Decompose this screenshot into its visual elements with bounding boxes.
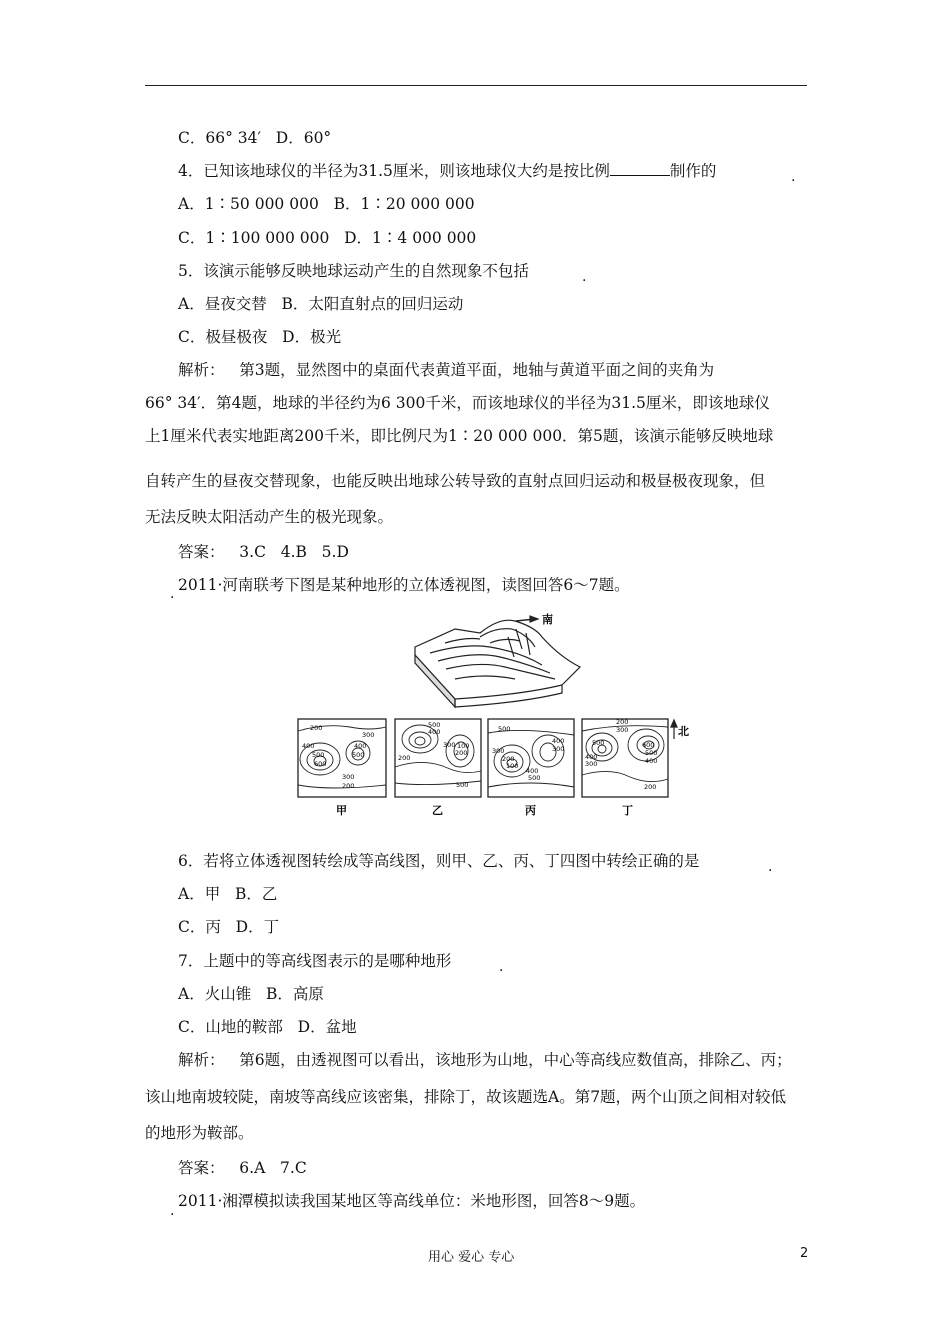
- option-line: C．极昼极夜 D．极光: [178, 328, 342, 346]
- south-label: 南: [542, 613, 553, 626]
- section-intro: 2011·河南联考下图是某种地形的立体透视图，读图回答6～7题。: [178, 576, 630, 594]
- question-text: 4．已知该地球仪的半径为31.5厘米，则该地球仪大约是按比例: [178, 162, 610, 180]
- section-intro: 2011·湘潭模拟读我国某地区等高线单位：米地形图，回答8～9题。: [178, 1192, 646, 1210]
- question-text-end: 制作的: [669, 162, 717, 180]
- answer-line: 答案： 6.A 7.C: [178, 1159, 307, 1177]
- svg-text:500: 500: [592, 739, 605, 747]
- stray-dot: .: [170, 586, 175, 602]
- question-7: 7．上题中的等高线图表示的是哪种地形: [178, 952, 452, 970]
- north-arrow: [671, 720, 677, 739]
- svg-text:400: 400: [585, 753, 598, 761]
- svg-text:500: 500: [498, 725, 511, 733]
- panel-label-yi: 乙: [432, 804, 443, 817]
- panel-label-bing: 丙: [525, 804, 536, 817]
- svg-text:600: 600: [314, 760, 327, 768]
- explanation-line: 自转产生的昼夜交替现象，也能反映出地球公转导致的直射点回归运动和极昼极夜现象，但: [145, 472, 766, 490]
- svg-text:300: 300: [443, 741, 456, 749]
- option-line: C．山地的鞍部 D．盆地: [178, 1018, 357, 1036]
- explanation-line: 该山地南坡较陡，南坡等高线应该密集，排除丁，故该题选A。第7题，两个山顶之间相对较低: [145, 1088, 787, 1106]
- svg-text:100: 100: [457, 742, 470, 750]
- option-line: A．1∶50 000 000 B．1∶20 000 000: [178, 195, 475, 213]
- stray-dot: .: [170, 1203, 175, 1219]
- stray-dot: .: [499, 959, 504, 975]
- svg-text:500: 500: [312, 751, 325, 759]
- explanation-line: 66° 34′．第4题，地球的半径约为6 300千米，而该地球仪的半径为31.5厘米，即该地球仪: [145, 394, 770, 412]
- stray-dot: .: [582, 269, 587, 285]
- svg-text:400: 400: [428, 728, 441, 736]
- svg-text:200: 200: [398, 754, 411, 762]
- svg-text:400: 400: [552, 737, 565, 745]
- svg-text:100: 100: [506, 762, 519, 770]
- stray-dot: .: [791, 169, 796, 185]
- svg-text:200: 200: [455, 749, 468, 757]
- terrain-figure: [280, 607, 700, 822]
- panel-label-ding: 丁: [622, 804, 633, 817]
- option-line: A．昼夜交替 B．太阳直射点的回归运动: [178, 295, 464, 313]
- option-line: C．1∶100 000 000 D．1∶4 000 000: [178, 229, 477, 247]
- question-6: 6．若将立体透视图转绘成等高线图，则甲、乙、丙、丁四图中转绘正确的是: [178, 852, 700, 870]
- explanation-line: 解析： 第6题，由透视图可以看出，该地形为山地，中心等高线应数值高，排除乙、丙；: [178, 1051, 792, 1069]
- panel-label-jia: 甲: [336, 804, 347, 817]
- svg-text:500: 500: [528, 774, 541, 782]
- svg-text:500: 500: [352, 751, 365, 759]
- svg-text:300: 300: [585, 760, 598, 768]
- explanation-line: 的地形为鞍部。: [145, 1124, 254, 1142]
- header-rule: [145, 85, 807, 86]
- svg-text:400: 400: [645, 757, 658, 765]
- svg-text:400: 400: [302, 742, 315, 750]
- explanation-line: 解析： 第3题，显然图中的桌面代表黄道平面，地轴与黄道平面之间的夹角为: [178, 361, 715, 379]
- question-4: [178, 160, 716, 182]
- svg-text:400: 400: [354, 742, 367, 750]
- explanation-line: 无法反映太阳活动产生的极光现象。: [145, 508, 394, 526]
- svg-text:300: 300: [552, 745, 565, 753]
- contour-labels-jia: [302, 724, 374, 790]
- stray-dot: .: [768, 859, 773, 875]
- svg-text:300: 300: [342, 773, 355, 781]
- svg-text:300: 300: [492, 747, 505, 755]
- page-number: 2: [800, 1246, 809, 1261]
- contour-labels-yi: [398, 721, 469, 789]
- option-line: C．丙 D．丁: [178, 918, 280, 936]
- svg-text:500: 500: [428, 721, 441, 729]
- explanation-line: 上1厘米代表实地距离200千米，即比例尺为1∶20 000 000．第5题，该演示能够反映地球: [145, 427, 774, 445]
- svg-text:500: 500: [456, 781, 469, 789]
- svg-text:200: 200: [616, 718, 629, 726]
- svg-text:200: 200: [644, 783, 657, 791]
- north-label: 北: [678, 725, 689, 738]
- svg-text:600: 600: [642, 741, 655, 749]
- footer-text: 用心 爱心 专心: [428, 1250, 515, 1265]
- svg-text:400: 400: [526, 767, 539, 775]
- svg-text:200: 200: [310, 724, 323, 732]
- block-diagram: [415, 616, 580, 707]
- option-line: A．火山锥 B．高原: [178, 985, 324, 1003]
- svg-text:300: 300: [362, 731, 375, 739]
- option-line: A．甲 B．乙: [178, 885, 278, 903]
- svg-text:300: 300: [616, 726, 629, 734]
- answer-blank: [610, 161, 670, 176]
- svg-text:200: 200: [502, 755, 515, 763]
- answer-line: 答案： 3.C 4.B 5.D: [178, 543, 349, 561]
- svg-text:500: 500: [645, 749, 658, 757]
- question-5: 5．该演示能够反映地球运动产生的自然现象不包括: [178, 262, 529, 280]
- option-line: C．66° 34′ D．60°: [178, 129, 332, 147]
- svg-text:200: 200: [342, 782, 355, 790]
